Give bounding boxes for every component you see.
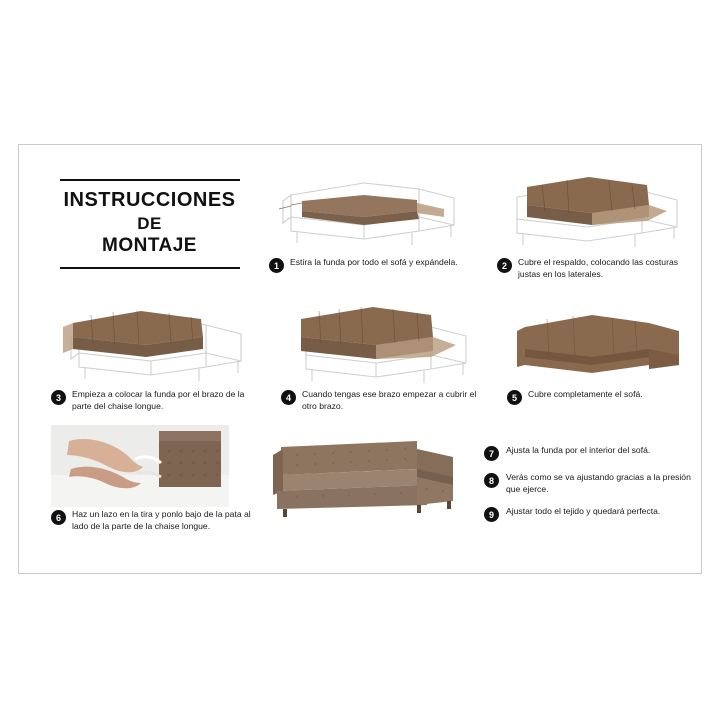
step-7-number: 7 (484, 446, 499, 461)
step-5-number: 5 (507, 390, 522, 405)
step-5-caption (507, 389, 697, 405)
step-6-number: 6 (51, 510, 66, 525)
sheet-inner (29, 153, 691, 565)
step-2-illustration (497, 165, 692, 257)
sofa-fully-covered-icon (507, 293, 692, 388)
step-4-caption (281, 389, 481, 412)
sofa-cover-chaise-arm-icon (51, 293, 261, 388)
step-6-text: Haz un lazo en la tira y ponlo bajo de la pata al lado de la parte de la chaise longue. (72, 509, 251, 531)
step-2-number: 2 (497, 258, 512, 273)
step-8-number: 8 (484, 473, 499, 488)
step-3-text: Empieza a colocar la funda por el brazo de la parte del chaise longue. (72, 389, 245, 411)
hands-tying-strap-photo-icon (51, 425, 229, 507)
step-4-number: 4 (281, 390, 296, 405)
step-5-text: Cubre completamente el sofá. (528, 389, 643, 399)
step-7-caption (484, 445, 699, 461)
step-9-text: Ajustar todo el tejido y quedará perfecta. (506, 506, 661, 517)
title-line-2: DE (137, 214, 162, 233)
step-4-text: Cuando tengas ese brazo empezar a cubrir el otro brazo. (302, 389, 477, 411)
step-8-caption (484, 472, 699, 495)
step-7-text: Ajusta la funda por el interior del sofá. (506, 445, 651, 455)
title-rule-top (60, 179, 240, 181)
title-line-1: INSTRUCCIONES (63, 189, 236, 211)
step-2-text: Cubre el respaldo, colocando las costuras justas en los laterales. (518, 257, 679, 279)
sofa-cover-backrest-icon (497, 165, 692, 257)
step-2-caption (497, 257, 697, 280)
step-1-number: 1 (269, 258, 284, 273)
sofa-with-cover-stretched-icon (269, 165, 474, 257)
instruction-sheet (18, 144, 702, 574)
title-rule-bottom (60, 267, 240, 269)
step-6-illustration (51, 425, 229, 507)
sofa-cover-other-arm-icon (281, 293, 486, 388)
step-1-caption (269, 257, 484, 273)
step-3-illustration (51, 293, 261, 388)
title-line-3: MONTAJE (102, 235, 197, 257)
finished-sofa-illustration (267, 425, 467, 535)
steps-7-9-list (484, 445, 699, 533)
step-1-illustration (269, 165, 474, 257)
step-6-caption (51, 509, 269, 532)
finished-sofa-icon (267, 425, 467, 535)
step-4-illustration (281, 293, 486, 388)
step-9-number: 9 (484, 507, 499, 522)
step-8-text: Verás como se va ajustando gracias a la presión que ejerce. (506, 472, 691, 494)
step-9-caption (484, 506, 699, 522)
step-1-text: Estira la funda por todo el sofá y expándela. (290, 257, 458, 267)
step-3-caption (51, 389, 266, 412)
page-title (47, 179, 252, 269)
step-5-illustration (507, 293, 692, 388)
step-3-number: 3 (51, 390, 66, 405)
